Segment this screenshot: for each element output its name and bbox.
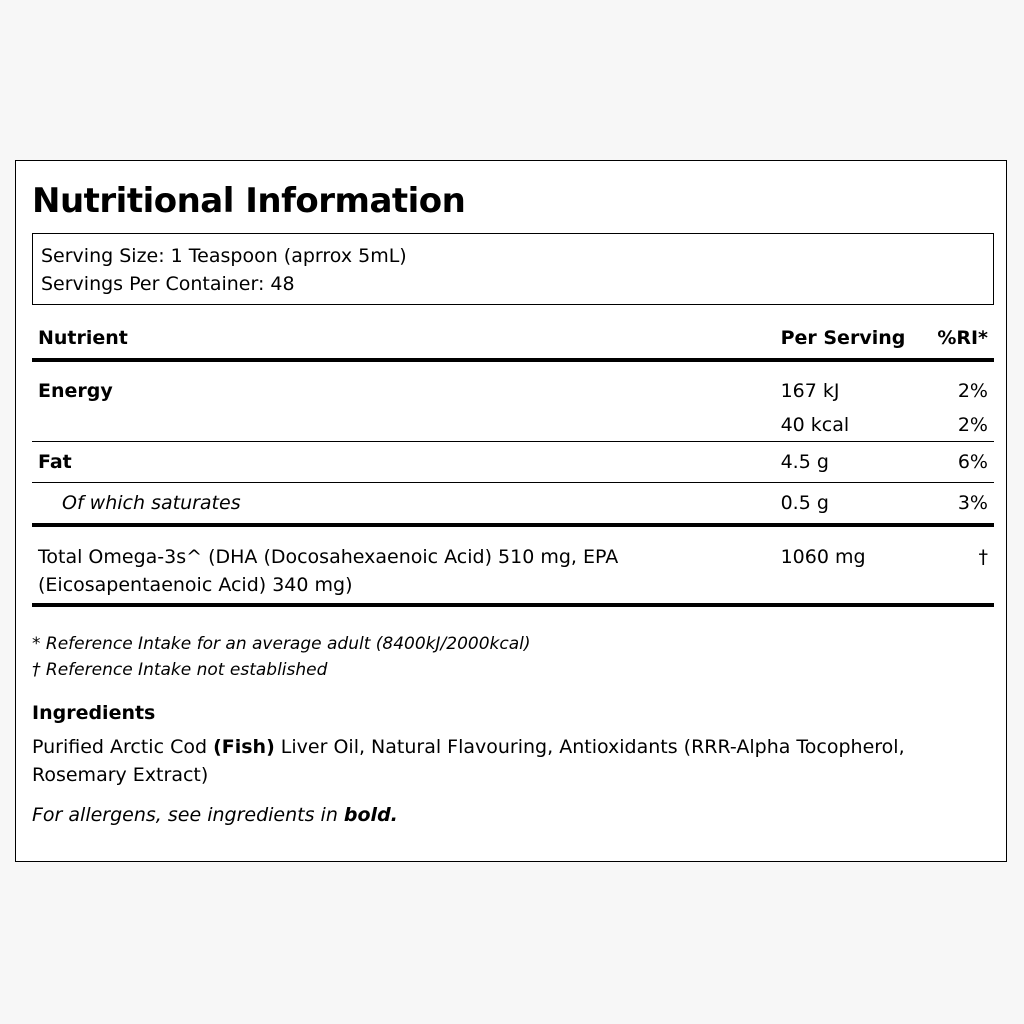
- servings-per-container: Servings Per Container: 48: [41, 273, 295, 295]
- fat-value: 4.5 g: [775, 442, 912, 483]
- nutrient-saturates: Of which saturates: [62, 492, 241, 514]
- table-row: [32, 483, 994, 526]
- serving-size: Serving Size: 1 Teaspoon (aprrox 5mL): [41, 245, 407, 267]
- footnotes: [32, 631, 531, 683]
- serving-info-box: [32, 233, 994, 305]
- energy-kcal-ri: 2%: [911, 404, 994, 442]
- footnote-ri: * Reference Intake for an average adult (8400kJ/2000kcal): [32, 634, 531, 654]
- ingredients-heading: Ingredients: [32, 702, 156, 724]
- nutrient-energy-kcal: [32, 404, 775, 442]
- nutrient-fat: Fat: [32, 442, 775, 483]
- footnote-not-established: † Reference Intake not established: [32, 660, 328, 680]
- ingredients-before: Purified Arctic Cod: [32, 736, 214, 758]
- table-row: [32, 442, 994, 483]
- energy-kj-value: 167 kJ: [780, 380, 840, 402]
- nutrition-table: [32, 321, 994, 607]
- energy-kj-ri: 2%: [957, 380, 988, 402]
- ingredients-allergen: (Fish): [213, 736, 275, 758]
- nutrient-omega3: Total Omega-3s^ (DHA (Docosahexaenoic Acid) 510 mg, EPA (Eicosapentaenoic Acid) 340 mg): [32, 525, 775, 605]
- table-row: [32, 360, 994, 404]
- fat-ri: 6%: [911, 442, 994, 483]
- energy-kcal-value: 40 kcal: [775, 404, 912, 442]
- header-nutrient: Nutrient: [32, 321, 775, 360]
- saturates-value: 0.5 g: [775, 483, 912, 526]
- saturates-ri: 3%: [911, 483, 994, 526]
- header-per-serving: Per Serving: [775, 321, 912, 360]
- nutrient-energy: Energy: [38, 380, 113, 402]
- omega3-value: 1060 mg: [775, 525, 912, 605]
- table-row: [32, 404, 994, 442]
- table-row: [32, 525, 994, 605]
- table-header-row: [32, 321, 994, 360]
- allergen-note-bold: bold.: [343, 804, 398, 826]
- header-ri: %RI*: [911, 321, 994, 360]
- allergen-note-text: For allergens, see ingredients in: [32, 804, 344, 826]
- allergen-note: [32, 804, 398, 826]
- ingredients-after: Liver Oil, Natural Flavouring, Antioxidants (RRR-Alpha Tocopherol, Rosemary Extract): [32, 736, 905, 786]
- nutrient-saturates-cell: [32, 483, 775, 526]
- nutrition-panel: [15, 160, 1007, 862]
- page-title: Nutritional Information: [32, 181, 466, 221]
- ingredients-text: [32, 733, 972, 789]
- omega3-ri: †: [911, 525, 994, 605]
